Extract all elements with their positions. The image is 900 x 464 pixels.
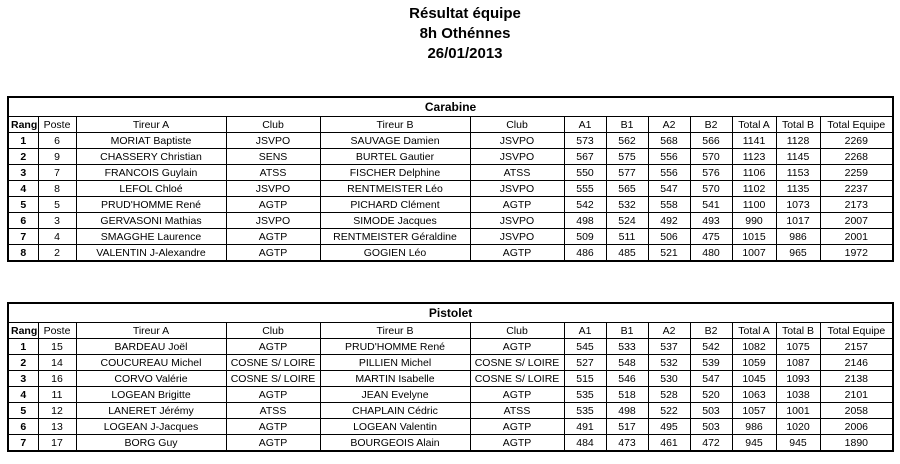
carabine-column-headers [8, 117, 893, 133]
cell-tireur-a: PRUD'HOMME René [76, 197, 226, 213]
cell-club-b: ATSS [470, 165, 564, 181]
cell-poste: 11 [38, 387, 76, 403]
cell-a2: 521 [648, 245, 690, 262]
cell-poste: 6 [38, 133, 76, 149]
cell-b2: 520 [690, 387, 732, 403]
cell-club-a: JSVPO [226, 181, 320, 197]
cell-poste: 4 [38, 229, 76, 245]
cell-a2: 530 [648, 371, 690, 387]
cell-total-a: 1015 [732, 229, 776, 245]
column-header-total-b: Total B [776, 117, 820, 133]
cell-tireur-b: CHAPLAIN Cédric [320, 403, 470, 419]
cell-b1: 473 [606, 435, 648, 452]
cell-total-b: 1135 [776, 181, 820, 197]
cell-club-a: AGTP [226, 245, 320, 262]
cell-tireur-a: LEFOL Chloé [76, 181, 226, 197]
cell-total-b: 945 [776, 435, 820, 452]
cell-club-b: AGTP [470, 419, 564, 435]
column-header-total-a: Total A [732, 323, 776, 339]
cell-total-a: 986 [732, 419, 776, 435]
cell-club-a: SENS [226, 149, 320, 165]
cell-tireur-b: BURTEL Gautier [320, 149, 470, 165]
column-header-tireur-b: Tireur B [320, 117, 470, 133]
cell-total-equipe: 2146 [820, 355, 893, 371]
cell-a1: 535 [564, 387, 606, 403]
cell-b2: 570 [690, 149, 732, 165]
cell-club-b: AGTP [470, 435, 564, 452]
cell-poste: 12 [38, 403, 76, 419]
cell-a1: 486 [564, 245, 606, 262]
cell-club-b: JSVPO [470, 133, 564, 149]
cell-club-b: COSNE S/ LOIRE [470, 371, 564, 387]
pistolet-title: Pistolet [8, 303, 893, 323]
cell-a1: 484 [564, 435, 606, 452]
cell-rang: 4 [8, 181, 38, 197]
column-header-club-b: Club [470, 323, 564, 339]
cell-rang: 5 [8, 197, 38, 213]
cell-a2: 506 [648, 229, 690, 245]
cell-tireur-b: SIMODE Jacques [320, 213, 470, 229]
cell-b2: 503 [690, 403, 732, 419]
cell-club-b: COSNE S/ LOIRE [470, 355, 564, 371]
cell-poste: 3 [38, 213, 76, 229]
cell-total-equipe: 2006 [820, 419, 893, 435]
cell-total-b: 1073 [776, 197, 820, 213]
column-header-a1: A1 [564, 117, 606, 133]
cell-total-equipe: 2001 [820, 229, 893, 245]
cell-rang: 5 [8, 403, 38, 419]
column-header-tireur-a: Tireur A [76, 323, 226, 339]
event-date: 26/01/2013 [427, 45, 503, 62]
cell-total-b: 1145 [776, 149, 820, 165]
pistolet-column-headers [8, 323, 893, 339]
cell-club-b: ATSS [470, 403, 564, 419]
cell-tireur-a: BORG Guy [76, 435, 226, 452]
cell-tireur-b: GOGIEN Léo [320, 245, 470, 262]
cell-tireur-a: CORVO Valérie [76, 371, 226, 387]
cell-tireur-b: MARTIN Isabelle [320, 371, 470, 387]
cell-tireur-b: FISCHER Delphine [320, 165, 470, 181]
column-header-tireur-a: Tireur A [76, 117, 226, 133]
cell-poste: 2 [38, 245, 76, 262]
cell-tireur-b: LOGEAN Valentin [320, 419, 470, 435]
cell-club-a: AGTP [226, 339, 320, 355]
cell-a1: 573 [564, 133, 606, 149]
cell-club-b: JSVPO [470, 149, 564, 165]
cell-a1: 515 [564, 371, 606, 387]
column-header-b2: B2 [690, 323, 732, 339]
cell-tireur-a: VALENTIN J-Alexandre [76, 245, 226, 262]
cell-b1: 511 [606, 229, 648, 245]
cell-club-b: JSVPO [470, 181, 564, 197]
cell-b1: 533 [606, 339, 648, 355]
table-row [8, 435, 893, 452]
cell-a2: 558 [648, 197, 690, 213]
cell-tireur-a: LOGEAN J-Jacques [76, 419, 226, 435]
cell-rang: 7 [8, 229, 38, 245]
cell-a2: 528 [648, 387, 690, 403]
carabine-rows [8, 133, 893, 262]
cell-poste: 17 [38, 435, 76, 452]
cell-total-equipe: 1890 [820, 435, 893, 452]
cell-b1: 517 [606, 419, 648, 435]
cell-total-b: 1087 [776, 355, 820, 371]
cell-b1: 518 [606, 387, 648, 403]
cell-a2: 492 [648, 213, 690, 229]
cell-rang: 7 [8, 435, 38, 452]
cell-total-a: 1007 [732, 245, 776, 262]
table-row [8, 419, 893, 435]
cell-b1: 532 [606, 197, 648, 213]
cell-b2: 472 [690, 435, 732, 452]
column-header-a1: A1 [564, 323, 606, 339]
cell-club-a: COSNE S/ LOIRE [226, 355, 320, 371]
cell-total-a: 990 [732, 213, 776, 229]
cell-tireur-b: BOURGEOIS Alain [320, 435, 470, 452]
cell-club-a: ATSS [226, 165, 320, 181]
column-header-club-a: Club [226, 323, 320, 339]
column-header-b1: B1 [606, 323, 648, 339]
cell-club-a: AGTP [226, 229, 320, 245]
cell-a2: 556 [648, 165, 690, 181]
cell-poste: 7 [38, 165, 76, 181]
table-row [8, 371, 893, 387]
cell-a1: 498 [564, 213, 606, 229]
document-title: Résultat équipe [409, 5, 521, 22]
pistolet-table [7, 302, 894, 452]
cell-b2: 493 [690, 213, 732, 229]
cell-b1: 562 [606, 133, 648, 149]
cell-b2: 576 [690, 165, 732, 181]
cell-b1: 565 [606, 181, 648, 197]
cell-b1: 498 [606, 403, 648, 419]
cell-b2: 503 [690, 419, 732, 435]
cell-rang: 2 [8, 355, 38, 371]
cell-tireur-b: PILLIEN Michel [320, 355, 470, 371]
cell-total-a: 1059 [732, 355, 776, 371]
cell-tireur-a: GERVASONI Mathias [76, 213, 226, 229]
cell-club-b: AGTP [470, 387, 564, 403]
cell-total-b: 965 [776, 245, 820, 262]
cell-total-a: 1106 [732, 165, 776, 181]
cell-club-b: JSVPO [470, 213, 564, 229]
cell-total-equipe: 2101 [820, 387, 893, 403]
cell-total-equipe: 2269 [820, 133, 893, 149]
cell-total-b: 1038 [776, 387, 820, 403]
cell-b2: 480 [690, 245, 732, 262]
cell-poste: 16 [38, 371, 76, 387]
cell-total-a: 1057 [732, 403, 776, 419]
cell-tireur-b: PRUD'HOMME René [320, 339, 470, 355]
cell-a2: 522 [648, 403, 690, 419]
column-header-total-b: Total B [776, 323, 820, 339]
column-header-total-equipe: Total Equipe [820, 117, 893, 133]
cell-a1: 555 [564, 181, 606, 197]
cell-tireur-b: RENTMEISTER Léo [320, 181, 470, 197]
cell-poste: 5 [38, 197, 76, 213]
table-row [8, 165, 893, 181]
cell-rang: 6 [8, 419, 38, 435]
cell-total-equipe: 2173 [820, 197, 893, 213]
cell-total-b: 986 [776, 229, 820, 245]
cell-a1: 567 [564, 149, 606, 165]
cell-club-a: AGTP [226, 419, 320, 435]
cell-total-a: 1102 [732, 181, 776, 197]
table-row [8, 149, 893, 165]
cell-b2: 539 [690, 355, 732, 371]
cell-club-b: AGTP [470, 339, 564, 355]
cell-b2: 475 [690, 229, 732, 245]
carabine-table [7, 96, 894, 262]
carabine-title: Carabine [8, 97, 893, 117]
cell-total-equipe: 2268 [820, 149, 893, 165]
cell-tireur-a: FRANCOIS Guylain [76, 165, 226, 181]
column-header-club-a: Club [226, 117, 320, 133]
cell-rang: 4 [8, 387, 38, 403]
cell-total-equipe: 1972 [820, 245, 893, 262]
cell-total-a: 1082 [732, 339, 776, 355]
cell-a2: 547 [648, 181, 690, 197]
cell-club-a: AGTP [226, 435, 320, 452]
table-row [8, 133, 893, 149]
cell-b2: 541 [690, 197, 732, 213]
cell-club-a: JSVPO [226, 133, 320, 149]
table-row [8, 181, 893, 197]
document-header [0, 4, 900, 64]
cell-a1: 527 [564, 355, 606, 371]
table-row [8, 245, 893, 262]
table-row [8, 387, 893, 403]
column-header-a2: A2 [648, 323, 690, 339]
cell-poste: 15 [38, 339, 76, 355]
cell-total-equipe: 2157 [820, 339, 893, 355]
cell-club-b: JSVPO [470, 229, 564, 245]
cell-total-b: 1093 [776, 371, 820, 387]
table-row [8, 403, 893, 419]
cell-b2: 547 [690, 371, 732, 387]
cell-b1: 548 [606, 355, 648, 371]
table-row [8, 213, 893, 229]
cell-total-a: 1100 [732, 197, 776, 213]
cell-club-a: AGTP [226, 387, 320, 403]
cell-b1: 575 [606, 149, 648, 165]
cell-a2: 556 [648, 149, 690, 165]
cell-poste: 14 [38, 355, 76, 371]
cell-total-b: 1075 [776, 339, 820, 355]
cell-rang: 6 [8, 213, 38, 229]
cell-a1: 550 [564, 165, 606, 181]
cell-poste: 8 [38, 181, 76, 197]
table-row [8, 355, 893, 371]
cell-tireur-b: JEAN Evelyne [320, 387, 470, 403]
cell-total-equipe: 2138 [820, 371, 893, 387]
cell-total-b: 1020 [776, 419, 820, 435]
column-header-a2: A2 [648, 117, 690, 133]
cell-rang: 3 [8, 371, 38, 387]
column-header-b1: B1 [606, 117, 648, 133]
cell-total-a: 1063 [732, 387, 776, 403]
cell-club-a: COSNE S/ LOIRE [226, 371, 320, 387]
event-name: 8h Othénnes [419, 25, 511, 42]
cell-rang: 1 [8, 339, 38, 355]
cell-club-b: AGTP [470, 245, 564, 262]
table-row [8, 339, 893, 355]
cell-club-a: ATSS [226, 403, 320, 419]
cell-tireur-a: BARDEAU Joël [76, 339, 226, 355]
cell-tireur-a: SMAGGHE Laurence [76, 229, 226, 245]
cell-poste: 9 [38, 149, 76, 165]
cell-a1: 542 [564, 197, 606, 213]
pistolet-rows [8, 339, 893, 452]
cell-a2: 461 [648, 435, 690, 452]
cell-b1: 577 [606, 165, 648, 181]
cell-a2: 537 [648, 339, 690, 355]
cell-tireur-a: CHASSERY Christian [76, 149, 226, 165]
cell-poste: 13 [38, 419, 76, 435]
column-header-tireur-b: Tireur B [320, 323, 470, 339]
cell-club-a: JSVPO [226, 213, 320, 229]
cell-total-a: 1141 [732, 133, 776, 149]
column-header-poste: Poste [38, 117, 76, 133]
cell-a2: 568 [648, 133, 690, 149]
cell-tireur-b: RENTMEISTER Géraldine [320, 229, 470, 245]
cell-total-a: 945 [732, 435, 776, 452]
cell-a1: 535 [564, 403, 606, 419]
cell-b2: 570 [690, 181, 732, 197]
column-header-poste: Poste [38, 323, 76, 339]
cell-rang: 2 [8, 149, 38, 165]
cell-club-b: AGTP [470, 197, 564, 213]
cell-b1: 546 [606, 371, 648, 387]
cell-total-a: 1123 [732, 149, 776, 165]
cell-b2: 542 [690, 339, 732, 355]
column-header-b2: B2 [690, 117, 732, 133]
cell-tireur-a: COUCUREAU Michel [76, 355, 226, 371]
cell-total-b: 1017 [776, 213, 820, 229]
cell-a2: 532 [648, 355, 690, 371]
column-header-club-b: Club [470, 117, 564, 133]
cell-rang: 3 [8, 165, 38, 181]
column-header-rang: Rang [8, 117, 38, 133]
cell-b1: 485 [606, 245, 648, 262]
cell-total-equipe: 2058 [820, 403, 893, 419]
cell-total-a: 1045 [732, 371, 776, 387]
column-header-total-equipe: Total Equipe [820, 323, 893, 339]
cell-total-equipe: 2007 [820, 213, 893, 229]
cell-a1: 491 [564, 419, 606, 435]
cell-b2: 566 [690, 133, 732, 149]
cell-total-b: 1001 [776, 403, 820, 419]
cell-tireur-b: PICHARD Clément [320, 197, 470, 213]
cell-a1: 509 [564, 229, 606, 245]
column-header-rang: Rang [8, 323, 38, 339]
cell-total-equipe: 2259 [820, 165, 893, 181]
cell-a2: 495 [648, 419, 690, 435]
cell-club-a: AGTP [226, 197, 320, 213]
cell-tireur-a: LOGEAN Brigitte [76, 387, 226, 403]
cell-a1: 545 [564, 339, 606, 355]
cell-total-equipe: 2237 [820, 181, 893, 197]
cell-tireur-a: MORIAT Baptiste [76, 133, 226, 149]
cell-tireur-a: LANERET Jérémy [76, 403, 226, 419]
table-row [8, 229, 893, 245]
cell-rang: 8 [8, 245, 38, 262]
cell-rang: 1 [8, 133, 38, 149]
cell-total-b: 1128 [776, 133, 820, 149]
table-row [8, 197, 893, 213]
cell-total-b: 1153 [776, 165, 820, 181]
cell-b1: 524 [606, 213, 648, 229]
column-header-total-a: Total A [732, 117, 776, 133]
cell-tireur-b: SAUVAGE Damien [320, 133, 470, 149]
